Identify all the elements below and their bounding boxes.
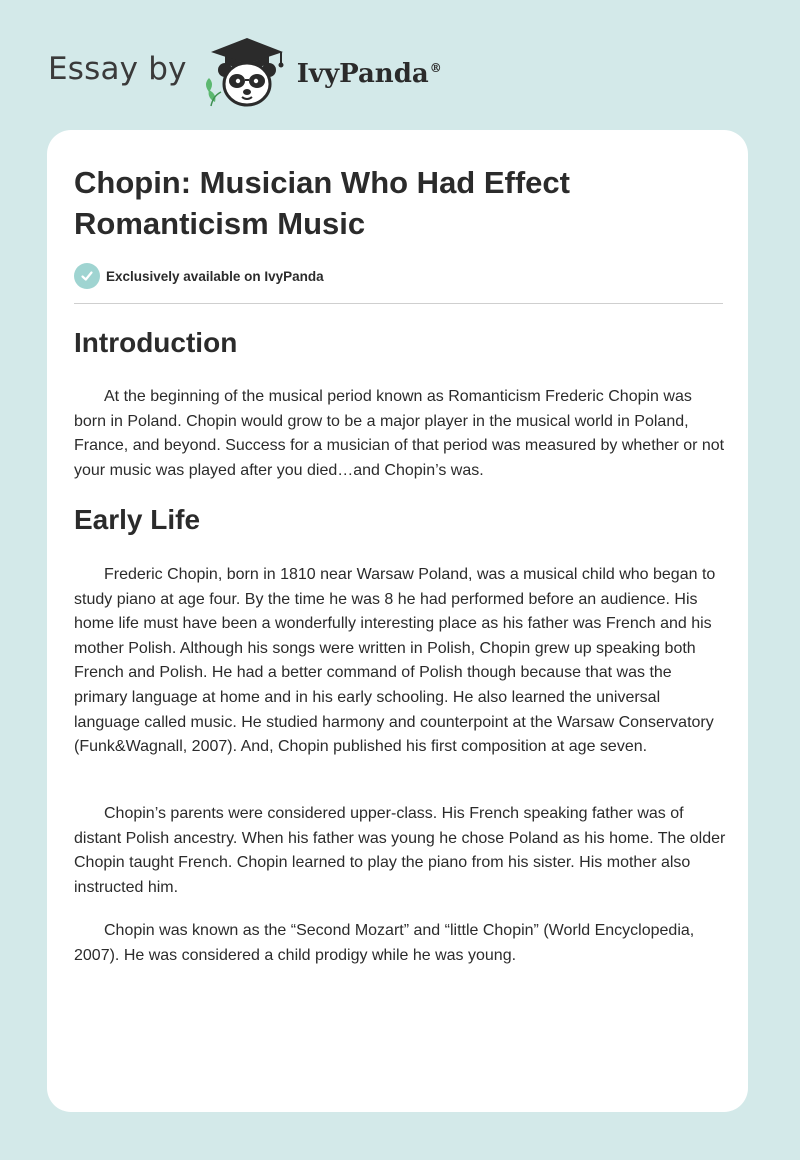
paragraph-early-life-2: Chopin’s parents were considered upper-class. His French speaking father was of distant Polish ancestry. When his father was young he chose Poland as his home. The older Chopin taught French. Chopin learned to play the piano from his sister. His mother also instructed him. bbox=[74, 805, 726, 896]
paragraph-early-life-1: Frederic Chopin, born in 1810 near Warsaw Poland, was a musical child who began to study piano at age four. By the time he was 8 he had performed before an audience. His home life must have been a wonderfully interesting place as his father was French and his mother Polish. Although his songs were written in Polish, Chopin grew up speaking both French and Polish. He had a better command of Polish though because that was the primary language at home and in his early schooling. He also learned the universal language called music. He studied harmony and counterpoint at the Warsaw Conservatory (Funk&Wagnall, 2007). And, Chopin published his first composition at age seven. bbox=[74, 566, 716, 756]
essay-card bbox=[47, 130, 748, 1112]
brand-prefix: Essay by bbox=[48, 51, 187, 87]
section-heading-introduction: Introduction bbox=[74, 327, 238, 358]
section-heading-early-life: Early Life bbox=[74, 504, 201, 535]
registered-mark: ® bbox=[429, 61, 442, 76]
paragraph-early-life-3: Chopin was known as the “Second Mozart” and “little Chopin” (World Encyclopedia, 2007). He was considered a child prodigy while he was young. bbox=[74, 922, 695, 964]
exclusive-badge-text: Exclusively available on IvyPanda bbox=[106, 268, 324, 284]
paragraph-introduction-1: At the beginning of the musical period known as Romanticism Frederic Chopin was born in Poland. Chopin would grow to be a major player in the musical world in Poland, France, and beyond. Success for a musician of that period was measured by whether or not your music was played after you died…and Chopin’s was. bbox=[74, 388, 725, 479]
title-divider bbox=[74, 303, 723, 304]
check-icon bbox=[74, 263, 100, 289]
brand-name: IvyPanda® bbox=[296, 59, 442, 89]
panda-logo-icon bbox=[201, 34, 293, 110]
exclusive-badge bbox=[74, 263, 324, 289]
site-brand[interactable] bbox=[48, 34, 442, 110]
essay-title: Chopin: Musician Who Had Effect Romanticism Music bbox=[74, 165, 570, 241]
